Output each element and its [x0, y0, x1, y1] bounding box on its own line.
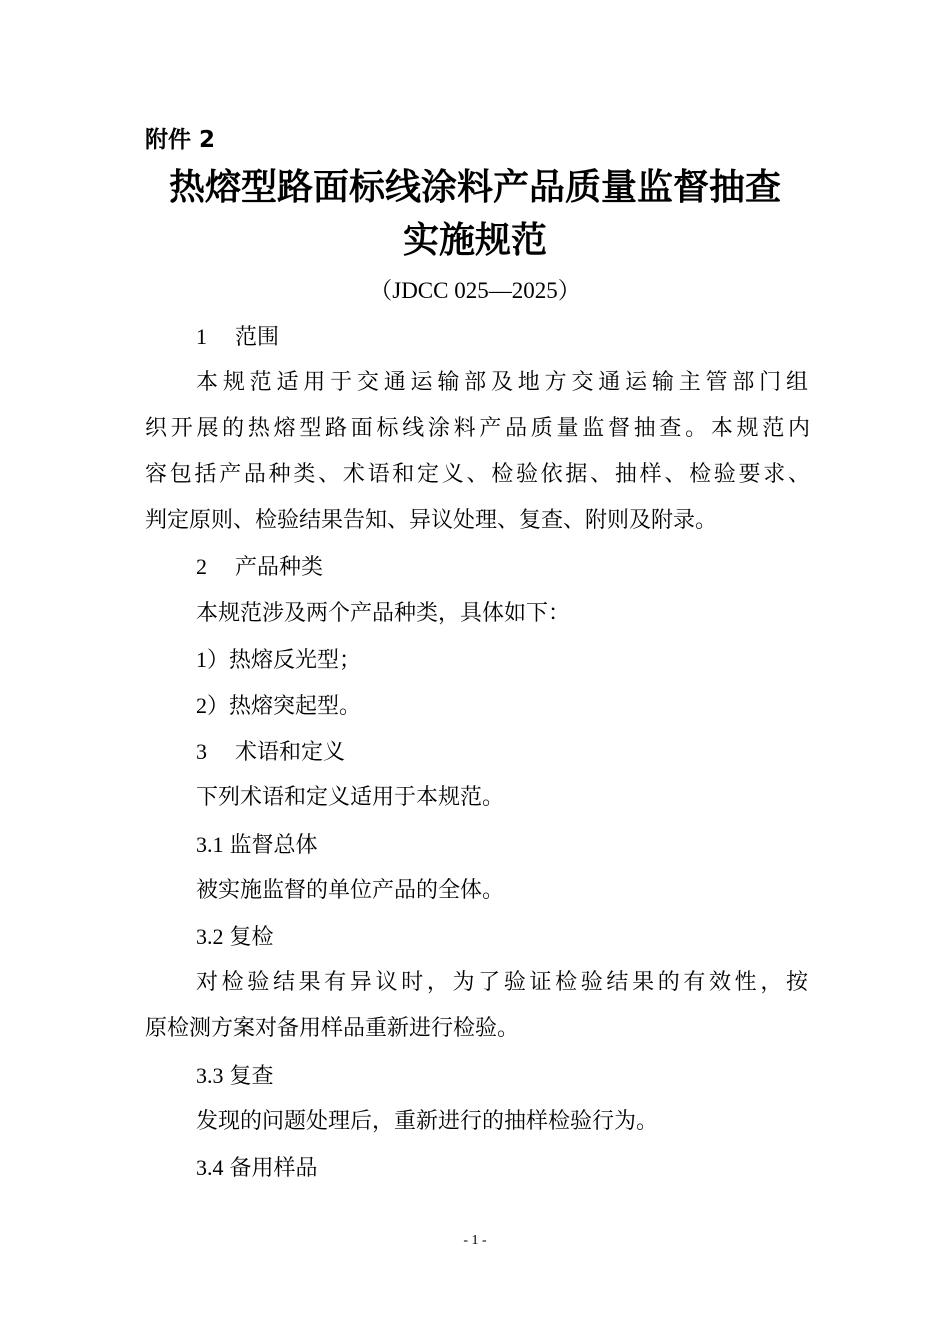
document-title-line-2: 实施规范	[402, 220, 547, 261]
section-title: 产品种类	[235, 555, 324, 580]
section-title: 术语和定义	[235, 740, 346, 765]
attachment-label: 附件 2	[145, 127, 216, 153]
list-item-text: 热熔反光型；	[229, 648, 362, 673]
paragraph-line: 发现的问题处理后，重新进行的抽样检验行为。	[196, 1109, 659, 1134]
section-heading-2	[196, 550, 323, 585]
paragraph-line: 本规范适用于交通运输部及地方交通运输主管部门组	[196, 370, 808, 395]
subsection-number: 3.3	[196, 1063, 224, 1088]
section-heading-3	[196, 735, 345, 770]
section-number: 1	[196, 324, 207, 349]
paragraph-line: 原检测方案对备用样品重新进行检验。	[145, 1016, 520, 1041]
document-title-line-1: 热熔型路面标线涂料产品质量监督抽查	[168, 167, 781, 208]
paragraph-line: 容包括产品种类、术语和定义、检验依据、抽样、检验要求、	[145, 462, 810, 487]
section-number: 2	[196, 554, 207, 579]
list-item	[196, 643, 361, 678]
subsection-number: 3.1	[196, 832, 224, 857]
list-item-number: 2）	[196, 693, 230, 718]
paragraph-line: 对检验结果有异议时，为了验证检验结果的有效性，按	[196, 970, 808, 995]
section-number: 3	[196, 739, 207, 764]
subsection-heading-3-4	[196, 1151, 318, 1186]
subsection-heading-3-2	[196, 920, 274, 955]
list-item-text: 热熔突起型。	[229, 694, 362, 719]
list-item	[196, 689, 361, 724]
section-heading-1	[196, 320, 279, 355]
page-number: - 1 -	[463, 1233, 487, 1248]
paragraph-line: 下列术语和定义适用于本规范。	[196, 785, 505, 810]
subsection-heading-3-1	[196, 828, 318, 863]
paragraph-line: 织开展的热熔型路面标线涂料产品质量监督抽查。本规范内	[145, 416, 810, 441]
subsection-title: 复查	[229, 1064, 274, 1089]
subsection-title: 备用样品	[229, 1156, 318, 1181]
subsection-number: 3.4	[196, 1155, 224, 1180]
document-code: （JDCC 025—2025）	[369, 278, 581, 303]
paragraph-line: 本规范涉及两个产品种类，具体如下：	[196, 601, 571, 626]
subsection-heading-3-3	[196, 1059, 274, 1094]
list-item-number: 1）	[196, 647, 230, 672]
subsection-title: 监督总体	[229, 833, 318, 858]
section-title: 范围	[235, 325, 280, 350]
subsection-number: 3.2	[196, 924, 224, 949]
subsection-title: 复检	[229, 925, 274, 950]
paragraph-line: 被实施监督的单位产品的全体。	[196, 878, 505, 903]
paragraph-line: 判定原则、检验结果告知、异议处理、复查、附则及附录。	[145, 508, 718, 533]
